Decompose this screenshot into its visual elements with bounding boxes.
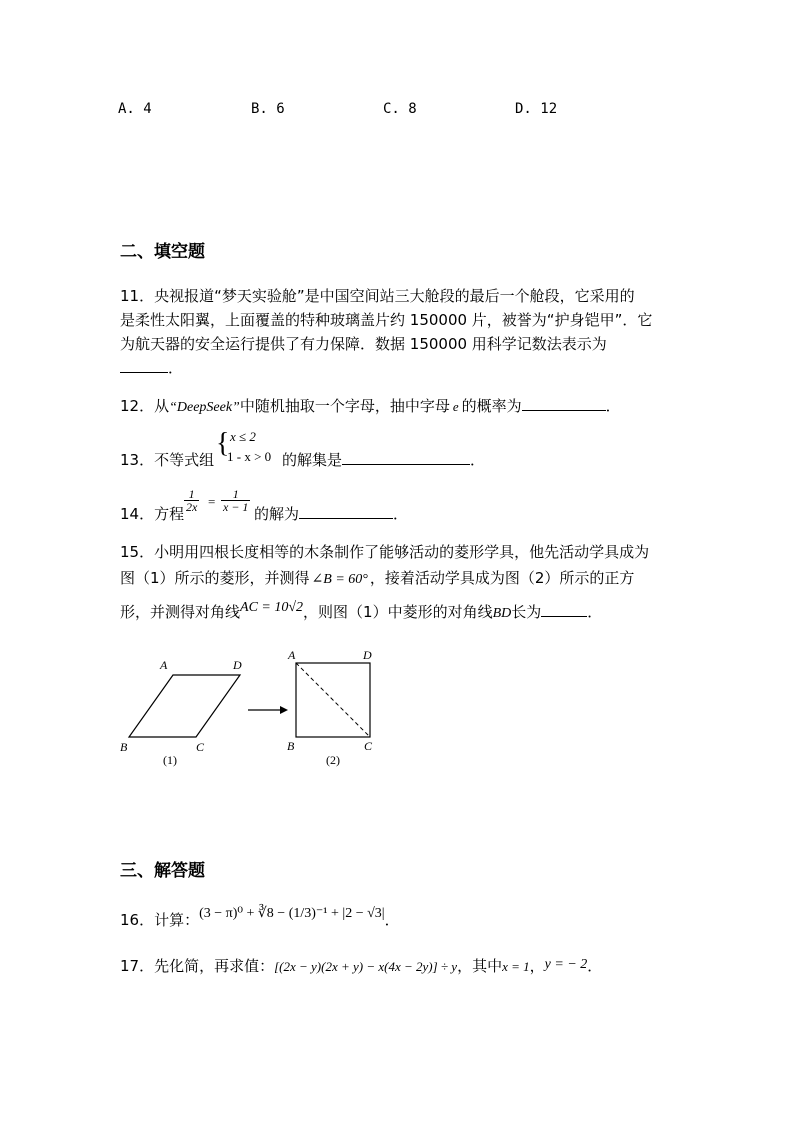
rhombus-shape: [129, 675, 240, 737]
x-value: x = 1: [502, 959, 530, 974]
choice-b: B. 6: [251, 101, 285, 117]
choice-c: C. 8: [383, 101, 417, 117]
answer-blank: [120, 358, 168, 373]
inequality-1: x ≤ 2: [230, 429, 256, 444]
figure-caption-2: (2): [326, 753, 340, 767]
question-11-line-1: 11．央视报道“梦天实验舱”是中国空间站三大舱段的最后一个舱段，它采用的: [120, 287, 635, 305]
square-label-b: B: [287, 739, 295, 753]
arrow-icon: [280, 706, 288, 714]
question-13-rest: 的解集是 ．: [282, 451, 486, 469]
question-11-answer-line: ．: [120, 356, 183, 380]
answer-blank: [342, 450, 470, 465]
expression-16: (3 − π)⁰ + ∛8 − (1/3)⁻¹ + |2 − √3|: [199, 906, 385, 921]
answer-blank: [522, 396, 606, 411]
angle-value: ∠B = 60°: [311, 572, 368, 587]
fraction-right: $\frac{1}{x - 1}$: [223, 487, 249, 514]
square-diagonal-ac: [296, 663, 370, 737]
rhombus-label-a: A: [160, 658, 168, 672]
question-12-suffix: 的概率为: [461, 397, 522, 415]
equals-sign: =: [208, 494, 216, 509]
question-14-prefix: 14．方程: [120, 505, 185, 523]
rhombus-label-b: B: [120, 740, 128, 754]
question-17: 17．先化简，再求值：[(2x − y)(2x + y) − x(4x − 2y)] ÷ y，其中x = 1，y = − 2．: [120, 957, 603, 975]
choice-d: D. 12: [515, 101, 558, 117]
choice-a: A. 4: [118, 101, 152, 117]
question-12-word: “DeepSeek”: [169, 400, 240, 415]
square-label-a: A: [288, 648, 296, 662]
question-11-line-2: 是柔性太阳翼，上面覆盖的特种玻璃盖片约 150000 片，被誉为“护身铠甲”．它: [120, 311, 653, 329]
square-label-c: C: [364, 739, 373, 753]
question-15-line-3: 形，并测得对角线AC = 10√2，则图（1）中菱形的对角线BD长为 ．: [120, 600, 603, 621]
question-15-line-2: 图（1）所示的菱形，并测得 ∠B = 60° ，接着活动学具成为图（2）所示的正方: [120, 569, 635, 587]
question-12: 12．从“DeepSeek”中随机抽取一个字母，抽中字母 e 的概率为 ．: [120, 397, 621, 415]
y-value: y = − 2: [544, 957, 588, 972]
question-12-middle: 中随机抽取一个字母，抽中字母: [239, 397, 450, 415]
square-label-d: D: [363, 648, 372, 662]
fraction-left: $\frac{1}{2x}$: [186, 487, 198, 514]
figure-rhombus-to-square: [110, 645, 400, 775]
question-14-rest: 的解为 ．: [254, 505, 409, 523]
question-15-line-1: 15．小明用四根长度相等的木条制作了能够活动的菱形学具，他先活动学具成为: [120, 543, 650, 561]
diagonal-bd-label: BD: [492, 606, 512, 621]
question-12-letter: e: [452, 399, 459, 414]
question-13-prefix: 13．不等式组: [120, 451, 215, 469]
inequality-2: 1 - x > 0: [227, 449, 272, 464]
question-16: 16．计算：(3 − π)⁰ + ∛8 − (1/3)⁻¹ + |2 − √3|．: [120, 906, 400, 929]
figure-caption-1: (1): [163, 753, 177, 767]
section-heading-solve: 三、解答题: [120, 861, 205, 881]
question-11-line-3: 为航天器的安全运行提供了有力保障．数据 150000 用科学记数法表示为: [120, 335, 607, 353]
rhombus-label-d: D: [233, 658, 242, 672]
answer-blank: [299, 504, 393, 519]
expression-17: [(2x − y)(2x + y) − x(4x − 2y)] ÷ y: [274, 959, 458, 974]
brace-symbol: {: [216, 428, 230, 459]
answer-blank: [541, 602, 587, 617]
question-12-prefix: 12．从: [120, 397, 170, 415]
section-heading-fill-in: 二、填空题: [120, 242, 205, 262]
rhombus-label-c: C: [196, 740, 205, 754]
diagonal-ac-value: AC = 10√2: [240, 600, 304, 615]
